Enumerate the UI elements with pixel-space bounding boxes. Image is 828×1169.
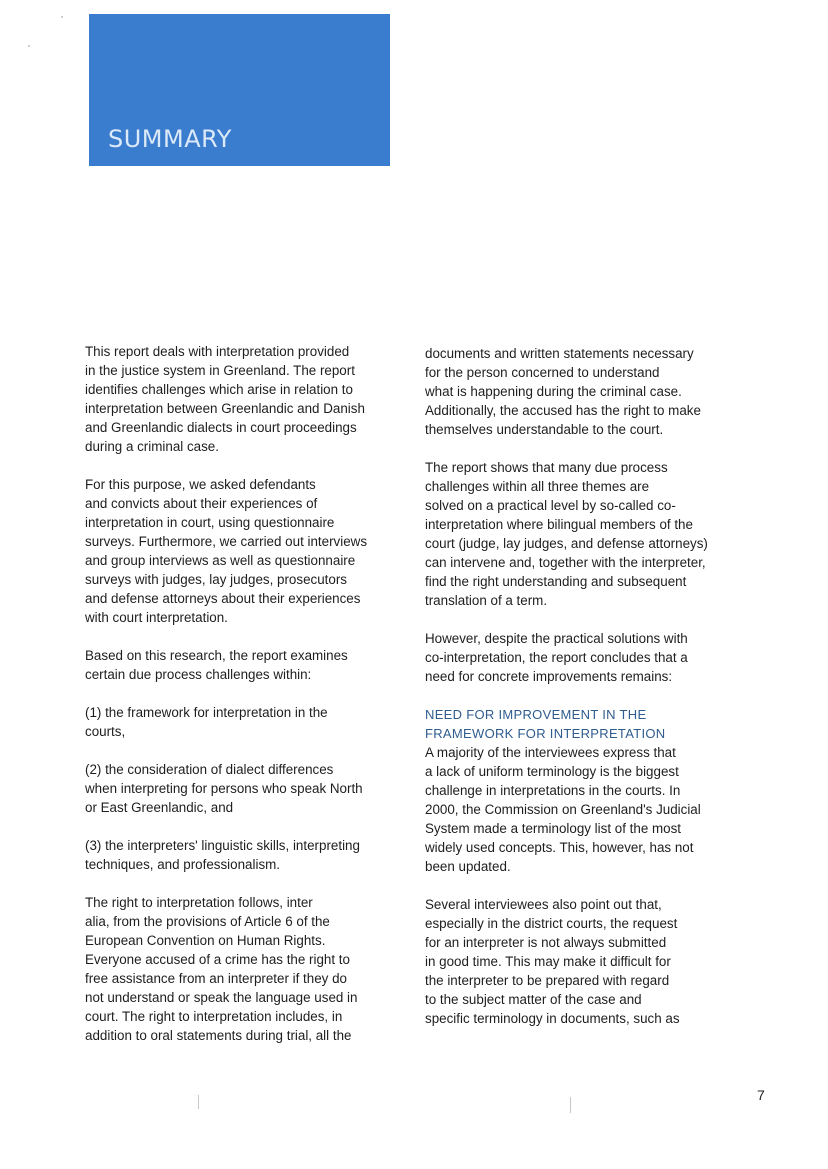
body-paragraph: This report deals with interpretation provided in the justice system in Greenland. The report identifies challenges which arise in relation to interpretation between Greenlandic and Danish and Greenlandic dialects in court proceedings during a criminal case. [85, 344, 365, 454]
body-paragraph: However, despite the practical solutions with co-interpretation, the report concludes that a need for concrete improvements remains: [425, 631, 688, 684]
body-paragraph: A majority of the interviewees express that a lack of uniform terminology is the biggest challenge in interpretations in the courts. In 2000, the Commission on Greenland's Judicial System made a terminology list of the most widely used concepts. This, however, has not been updated. [425, 745, 701, 874]
right-column [425, 344, 730, 1047]
scan-speck [61, 16, 63, 18]
scan-mark [570, 1097, 571, 1113]
section-subheading: NEED FOR IMPROVEMENT IN THE FRAMEWORK FOR INTERPRETATION [425, 707, 666, 741]
scan-mark [198, 1095, 199, 1109]
title-banner [89, 14, 390, 166]
page-title: SUMMARY [108, 125, 232, 153]
body-paragraph: The report shows that many due process challenges within all three themes are solved on a practical level by so-called co- interpretation where bilingual members of the court (judge, lay judges, and defense attorneys) can intervene and, together with the interpreter, find the right understanding and subsequent translation of a term. [425, 460, 708, 608]
list-item: (3) the interpreters' linguistic skills, interpreting techniques, and professionalism. [85, 838, 360, 872]
left-column [85, 342, 390, 1064]
list-item: (2) the consideration of dialect differences when interpreting for persons who speak North or East Greenlandic, and [85, 762, 363, 815]
list-item: (1) the framework for interpretation in the courts, [85, 705, 328, 739]
page-number: 7 [757, 1087, 765, 1103]
body-paragraph: For this purpose, we asked defendants and convicts about their experiences of interpretation in court, using questionnaire surveys. Furthermore, we carried out interviews and group interviews as well as questionnaire surveys with judges, lay judges, prosecutors and defense attorneys about their experiences with court interpretation. [85, 477, 368, 625]
body-paragraph: The right to interpretation follows, inter alia, from the provisions of Article 6 of the European Convention on Human Rights. Everyone accused of a crime has the right to free assistance from an interpreter if they do not understand or speak the language used in court. The right to interpretation includes, in addition to oral statements during trial, all the [85, 895, 358, 1043]
body-paragraph: Several interviewees also point out that, especially in the district courts, the request for an interpreter is not always submitted in good time. This may make it difficult for the interpreter to be prepared with regard to the subject matter of the case and specific terminology in documents, such as [425, 897, 680, 1026]
body-paragraph: documents and written statements necessary for the person concerned to understand what is happening during the criminal case. Additionally, the accused has the right to make themselves understandable to the court. [425, 346, 701, 437]
scan-speck [28, 45, 30, 47]
body-paragraph: Based on this research, the report examines certain due process challenges within: [85, 648, 348, 682]
